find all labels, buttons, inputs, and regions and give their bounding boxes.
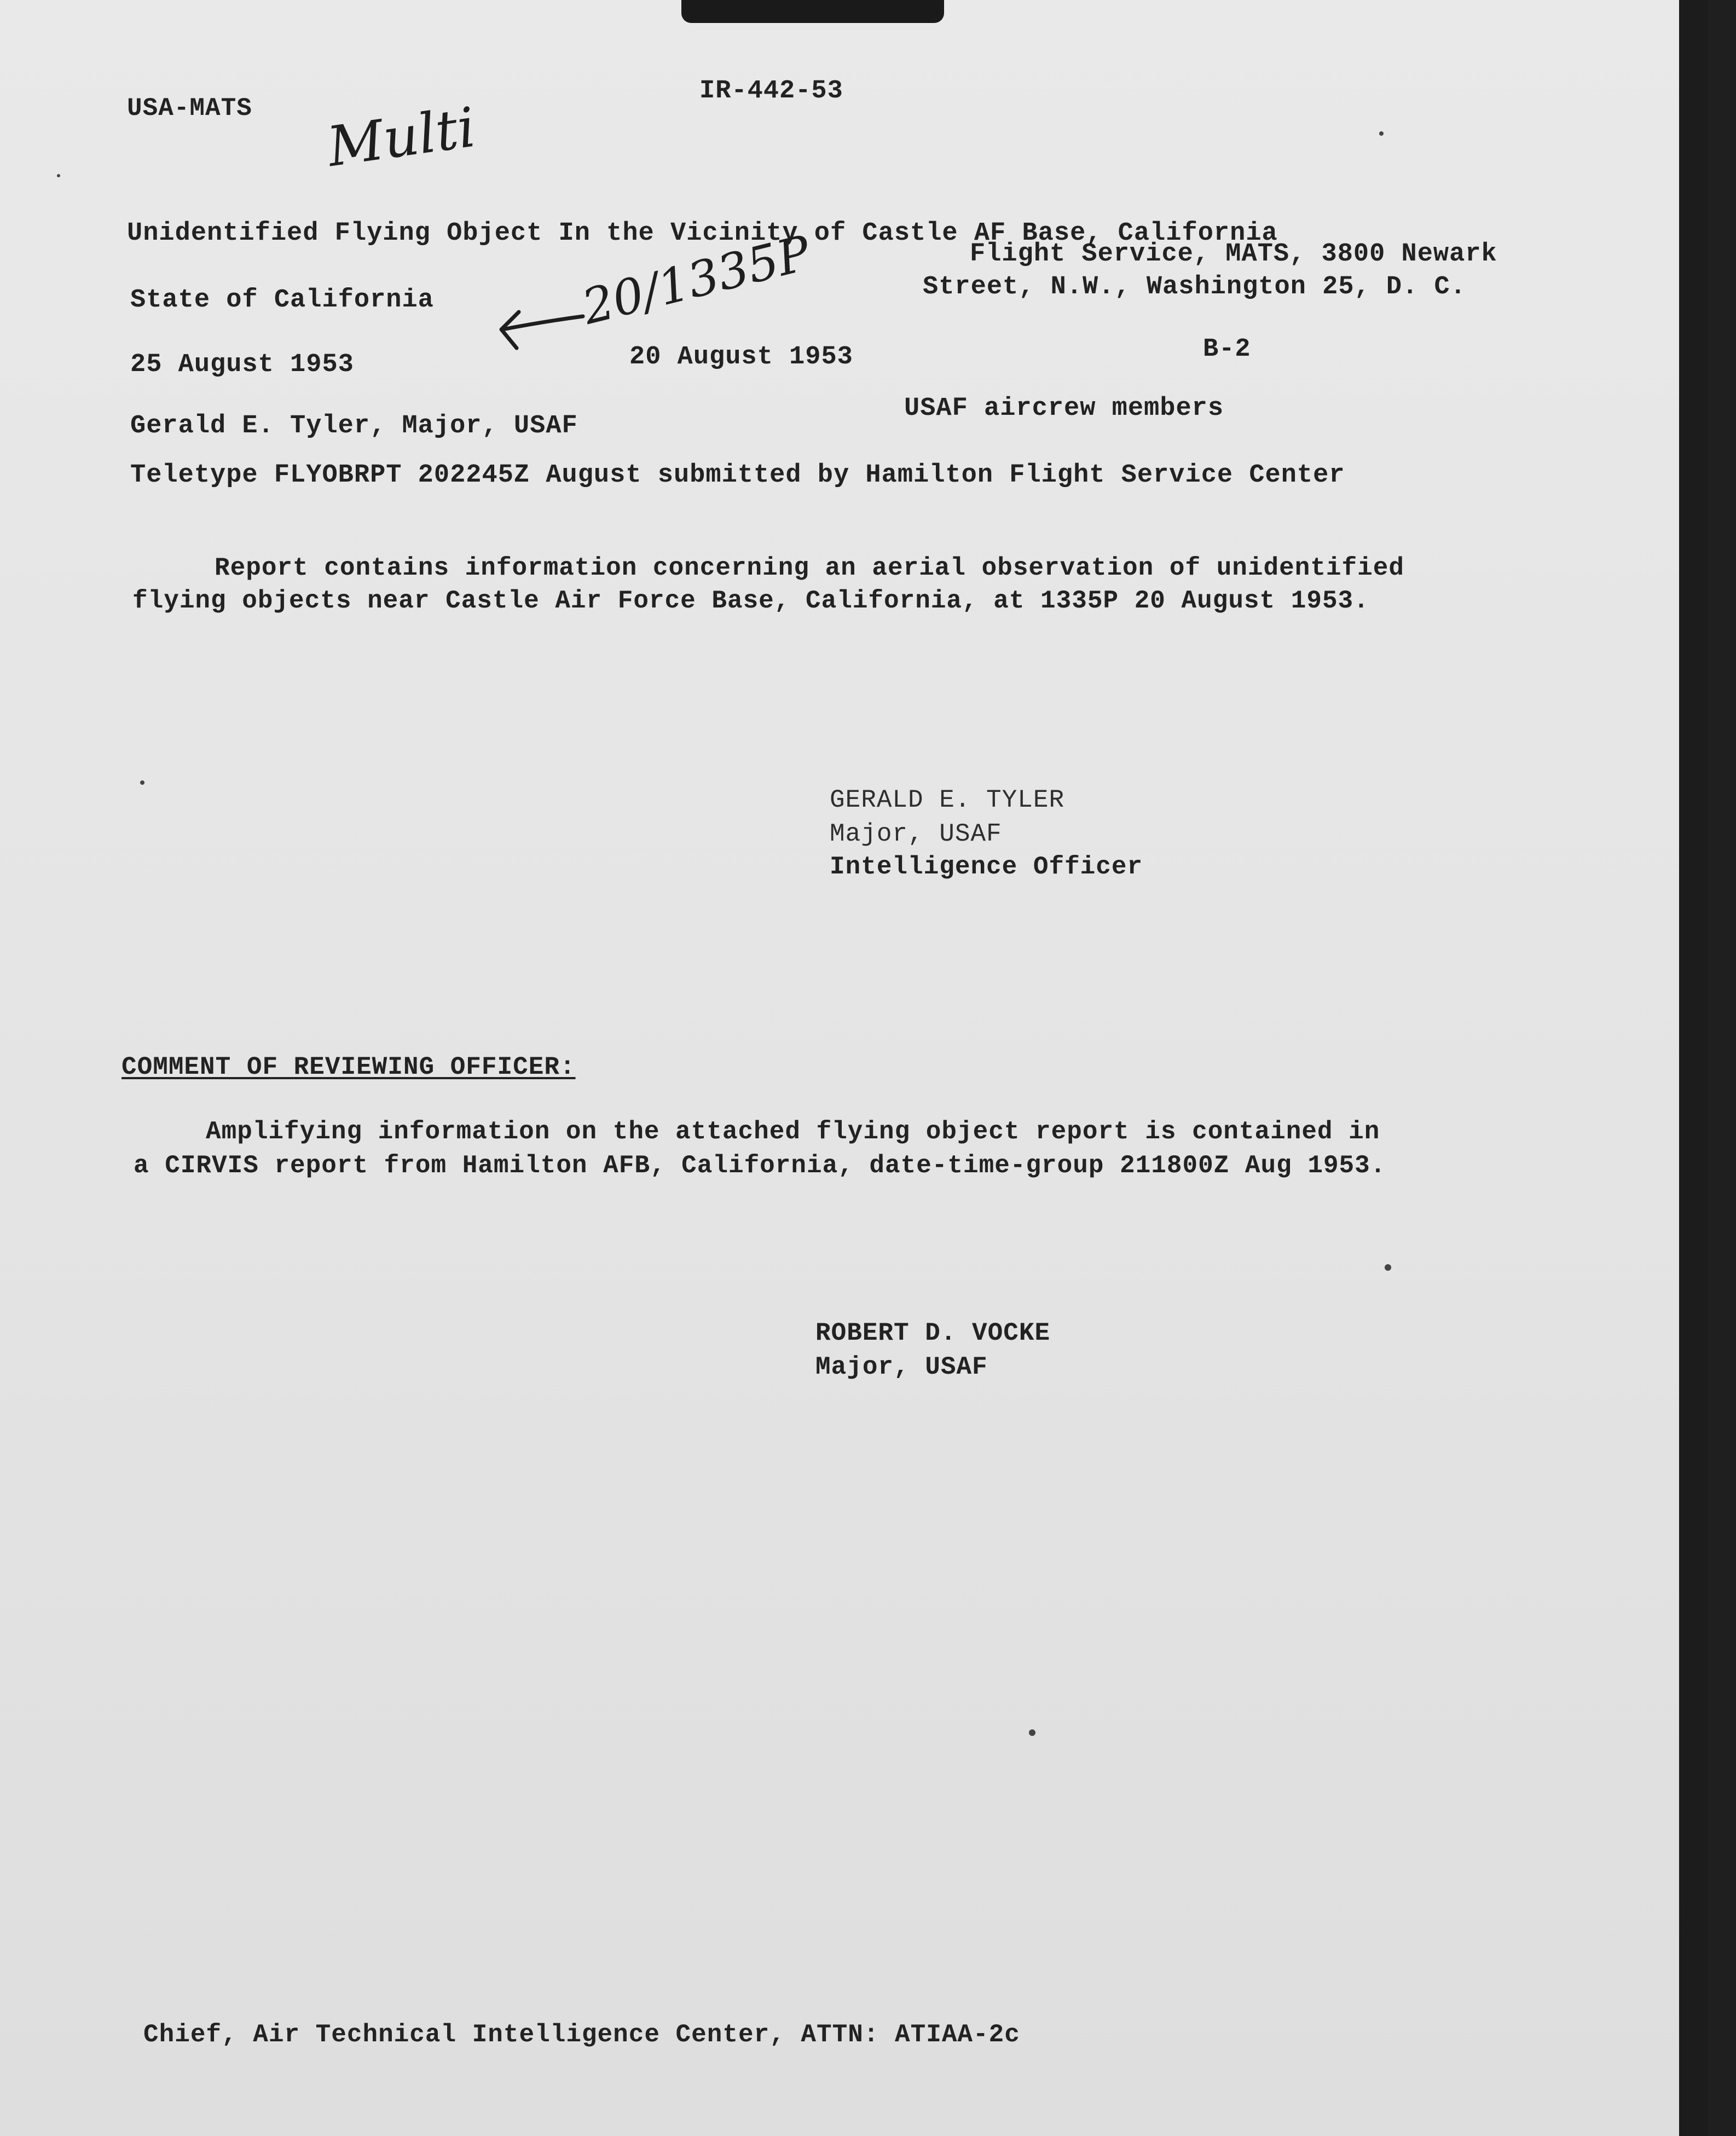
comment-line2: a CIRVIS report from Hamilton AFB, California, date-time-group 211800Z Aug 1953. <box>134 1151 1386 1180</box>
prepared-by: Gerald E. Tyler, Major, USAF <box>130 412 578 441</box>
scan-speck <box>1029 1729 1035 1736</box>
handwritten-initials: Multi <box>323 95 479 180</box>
comment-heading: COMMENT OF REVIEWING OFFICER: <box>121 1053 576 1081</box>
scan-speck <box>1385 1264 1391 1271</box>
signature1-title: Intelligence Officer <box>830 853 1143 881</box>
summary-line1: Report contains information concerning an aerial observation of unidentified <box>215 554 1404 582</box>
handwritten-arrow-icon <box>493 296 586 356</box>
comment-line1: Amplifying information on the attached flying object report is contained in <box>206 1118 1380 1146</box>
handwritten-time-note: 20/1335P <box>576 224 816 335</box>
signature2-rank: Major, USAF <box>815 1353 988 1381</box>
scan-speck <box>1379 131 1384 136</box>
distribution-line: Chief, Air Technical Intelligence Center, ATTN: ATIAA-2c <box>143 2021 1020 2049</box>
subject-line: Unidentified Flying Object In the Vicinity of Castle AF Base, California <box>127 219 1278 248</box>
summary-line2: flying objects near Castle Air Force Base, California, at 1335P 20 August 1953. <box>132 587 1369 615</box>
source-field: USAF aircrew members <box>904 394 1224 423</box>
signature1-rank: Major, USAF <box>830 820 1002 848</box>
info-date: 20 August 1953 <box>629 343 853 372</box>
source-address-line2: Street, N.W., Washington 25, D. C. <box>923 273 1466 302</box>
area-field: State of California <box>130 286 434 315</box>
scan-speck <box>57 174 60 177</box>
report-number: IR-442-53 <box>699 77 843 106</box>
references-field: Teletype FLYOBRPT 202245Z August submitted by Hamilton Flight Service Center <box>130 461 1345 490</box>
evaluation-code: B-2 <box>1203 335 1251 364</box>
scan-speck <box>140 780 144 785</box>
signature1-name: GERALD E. TYLER <box>830 786 1065 814</box>
scan-binding-tab <box>681 0 944 23</box>
origin-code: USA-MATS <box>127 94 252 123</box>
report-date: 25 August 1953 <box>130 350 354 379</box>
scan-border <box>1679 0 1708 2136</box>
signature2-name: ROBERT D. VOCKE <box>815 1319 1051 1347</box>
source-address-line1: Flight Service, MATS, 3800 Newark <box>970 240 1497 269</box>
